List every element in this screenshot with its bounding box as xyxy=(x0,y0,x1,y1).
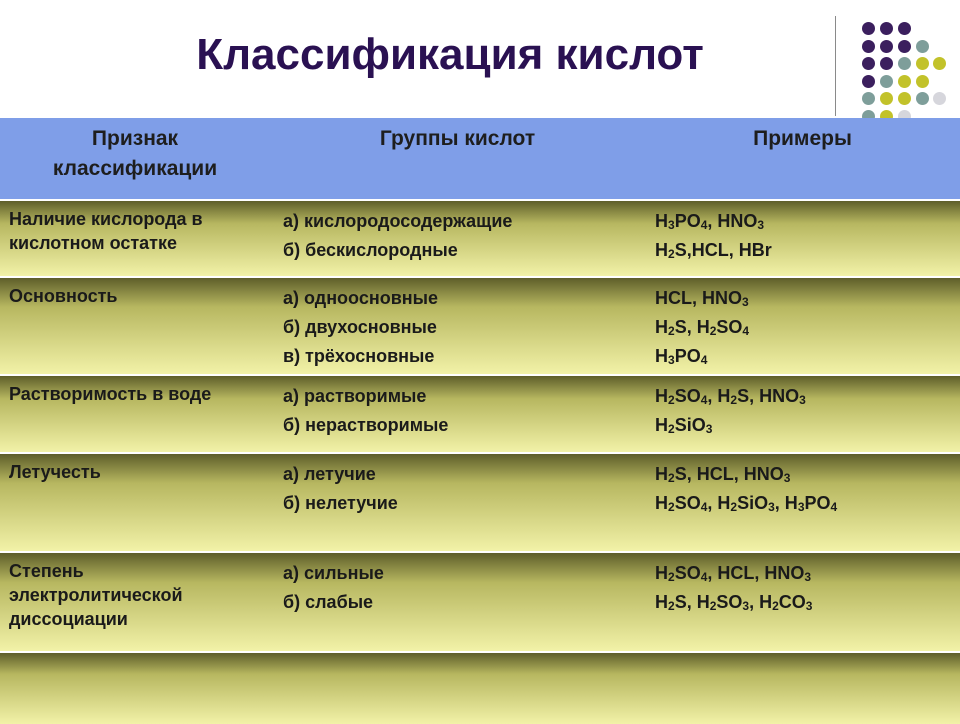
group-item: б) нелетучие xyxy=(283,493,398,513)
decorative-dot xyxy=(898,57,911,70)
example-formula: $H_2SO_4$, $H_2SiO_3$, $H_3PO_4$ xyxy=(655,493,838,514)
example-formula: $H_3PO_4$ xyxy=(655,346,708,367)
table-row xyxy=(0,452,960,551)
group-item: в) трёхосновные xyxy=(283,346,435,366)
criterion-text: Основность xyxy=(9,286,118,306)
decorative-dot xyxy=(916,75,929,88)
criterion-cell xyxy=(9,559,264,631)
decorative-dot xyxy=(880,22,893,35)
example-formula: $H_2S$, $H_2SO_4$ xyxy=(655,317,750,338)
groups-cell xyxy=(283,460,643,518)
examples-cell xyxy=(655,284,955,371)
title-divider xyxy=(835,16,836,116)
criterion-cell xyxy=(9,460,264,484)
examples-cell xyxy=(655,460,955,518)
example-formula: $H_2SiO_3$ xyxy=(655,415,713,436)
criterion-text: Наличие кислорода в xyxy=(9,209,203,229)
group-item: а) летучие xyxy=(283,464,376,484)
classification-table xyxy=(0,118,960,724)
criterion-cell xyxy=(9,382,264,406)
example-formula: $H_2S$, HCL, $HNO_3$ xyxy=(655,464,791,485)
group-item: б) двухосновные xyxy=(283,317,437,337)
group-item: а) растворимые xyxy=(283,386,427,406)
examples-cell xyxy=(655,207,955,265)
group-item: а) одноосновные xyxy=(283,288,439,308)
example-formula: $H_3PO_4$, $HNO_3$ xyxy=(655,211,765,232)
decorative-dot xyxy=(933,57,946,70)
decorative-dot xyxy=(916,92,929,105)
group-item: б) нерастворимые xyxy=(283,415,449,435)
table-row xyxy=(0,276,960,374)
group-item: б) слабые xyxy=(283,592,374,612)
decorative-dot xyxy=(898,92,911,105)
decorative-dot xyxy=(880,40,893,53)
criterion-text: электролитической xyxy=(9,585,183,605)
decorative-dot xyxy=(898,22,911,35)
decorative-dot xyxy=(880,92,893,105)
group-item: а) сильные xyxy=(283,563,384,583)
example-formula: $H_2SO_4$, $H_2S$, $HNO_3$ xyxy=(655,386,806,407)
table-row xyxy=(0,199,960,276)
example-formula: $H_2S$, $H_2SO_3$, $H_2CO_3$ xyxy=(655,592,813,613)
groups-cell xyxy=(283,382,643,440)
decorative-dot xyxy=(898,40,911,53)
decorative-dot xyxy=(862,57,875,70)
table-header xyxy=(0,118,960,199)
example-formula: HCL, $HNO_3$ xyxy=(655,288,749,309)
example-formula: $H_2SO_4$, HCL, $HNO_3$ xyxy=(655,563,812,584)
header-examples: Примеры xyxy=(753,127,852,150)
table-row xyxy=(0,374,960,452)
criterion-cell xyxy=(9,207,264,255)
group-item: а) кислородосодержащие xyxy=(283,211,513,231)
criterion-text: Летучесть xyxy=(9,462,101,482)
criterion-text: кислотном остатке xyxy=(9,233,178,253)
examples-cell xyxy=(655,559,955,617)
groups-cell xyxy=(283,559,643,617)
decorative-dot xyxy=(862,22,875,35)
header-criterion-line1: Признак xyxy=(91,127,179,150)
criterion-text: диссоциации xyxy=(9,609,128,629)
groups-cell xyxy=(283,284,643,371)
decorative-dot xyxy=(916,40,929,53)
criterion-text: Степень xyxy=(9,561,84,581)
page-title: Классификация кислот xyxy=(196,30,704,79)
table-body xyxy=(0,199,960,724)
decorative-dot xyxy=(933,92,946,105)
criterion-text: Растворимость в воде xyxy=(9,384,212,404)
header-groups: Группы кислот xyxy=(379,127,536,150)
group-item: б) бескислородные xyxy=(283,240,458,260)
groups-cell xyxy=(283,207,643,265)
decorative-dot xyxy=(916,57,929,70)
table-row xyxy=(0,651,960,724)
header-criterion xyxy=(0,124,270,184)
table-row xyxy=(0,551,960,651)
decorative-dot xyxy=(862,40,875,53)
decorative-dot xyxy=(862,92,875,105)
examples-cell xyxy=(655,382,955,440)
header-criterion-line2: классификации xyxy=(52,157,218,180)
decorative-dot xyxy=(862,75,875,88)
decorative-dot xyxy=(880,57,893,70)
example-formula: $H_2S,HCL$, HBr xyxy=(655,240,772,261)
decorative-dot xyxy=(898,75,911,88)
decorative-dot xyxy=(880,75,893,88)
criterion-cell xyxy=(9,284,264,308)
